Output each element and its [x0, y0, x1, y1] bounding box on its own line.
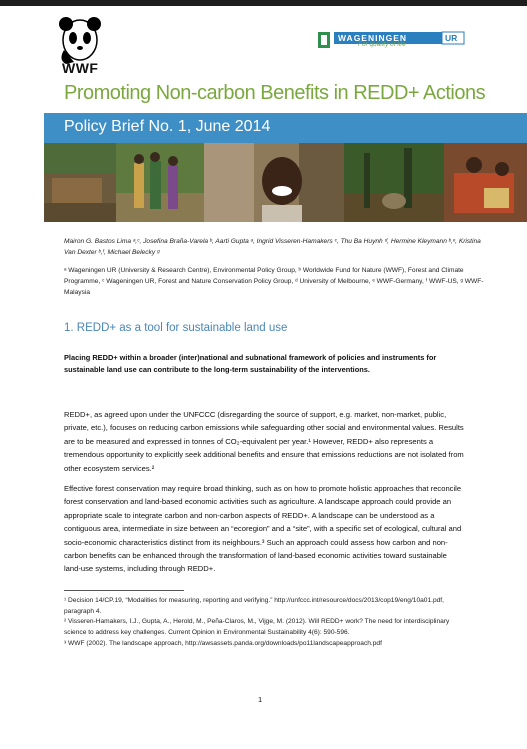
- author-list: Mairon G. Bastos Lima ᵃ,ᶜ, Josefina Braña-Varela ᵇ, Aarti Gupta ᵃ, Ingrid Visseren-Hamakers ᶜ, Thu Ba Huynh ᵈ, Hermine Kleymann ᵇ,ᵉ, Kristina Van Dexter ᵇ,ᶠ, Michael Belecky ᵍ: [64, 238, 481, 256]
- photo-village: [44, 143, 116, 222]
- svg-text:UR: UR: [445, 33, 458, 43]
- photo-strip: [44, 143, 527, 222]
- wageningen-tagline: For quality of life: [358, 41, 406, 48]
- page-number: 1: [258, 695, 263, 704]
- photo-child: [204, 143, 344, 222]
- footnote-rule: [64, 590, 184, 591]
- page-title: Promoting Non-carbon Benefits in REDD+ Actions: [64, 82, 486, 104]
- lead-paragraph: Placing REDD+ within a broader (inter)national and subnational framework of policies and instruments for sustainable land use can contribute to the long-term sustainability of the interventions.: [64, 353, 437, 374]
- policy-brief-label: Policy Brief No. 1, June 2014: [64, 118, 271, 135]
- policy-brief-banner: [44, 113, 527, 143]
- wwf-wordmark: WWF: [62, 60, 99, 76]
- photo-forest: [344, 143, 444, 222]
- photo-people: [116, 143, 204, 222]
- photo-market: [444, 143, 527, 222]
- body-paragraph-1: REDD+, as agreed upon under the UNFCCC (disregarding the source of support, e.g. market, non-market, public, private, etc.), focuses on reducing carbon emissions while safeguarding other social and environmental values. Results are to be measured and expressed in tonnes of CO₂-equivalent per year.¹ However, REDD+ also represents a tremendous opportunity to explicitly seek additional benefits and ensure that emissions reductions are not isolated from other ecosystem services.²: [64, 410, 464, 473]
- svg-text:WAGENINGEN: WAGENINGEN: [338, 33, 408, 43]
- body-paragraph-2: Effective forest conservation may require broad thinking, such as on how to promote holistic approaches that reconcile forest conservation and land-based economic activities such as agriculture. A landscape approach could provide an appropriate scale to integrate carbon and non-carbon aspects of REDD+. A landscape can be understood as a contiguous area, intermediate in size between an “ecoregion” and a “site”, with a specific set of ecological, cultural and socio-economic characteristics distinct from its neighbours.³ Such an approach could assess how carbon and non-carbon benefits can be enhanced through the transformation of land-based economic activities toward sustainable land-use systems, including through REDD+.: [64, 484, 462, 574]
- footnote-2: ² Visseren-Hamakers, I.J., Gupta, A., Herold, M., Peña-Claros, M., Vijge, M. (2012). Will REDD+ work? The need for interdisciplinary science to address key challenges. Current Opinion in Environmental Sustainability 4(6): 590-596.: [64, 618, 450, 637]
- section-heading: 1. REDD+ as a tool for sustainable land use: [64, 322, 288, 334]
- footnotes: [64, 596, 469, 650]
- footnote-3[interactable]: ³ WWF (2002). The landscape approach, http://awsassets.panda.org/downloads/po11landscapeapproach.pdf: [64, 639, 382, 647]
- footnote-1[interactable]: ¹ Decision 14/CP.19, “Modalities for measuring, reporting and verifying.” http://unfccc.int/resource/docs/2013/cop19/eng/10a01.pdf, paragraph 4.: [64, 597, 444, 615]
- affiliations: ᵃ Wageningen UR (University & Research Centre), Environmental Policy Group, ᵇ Worldwide Fund for Nature (WWF), Forest and Climate Programme, ᶜ Wageningen UR, Forest and Nature Conservation Policy Group, ᵈ University of Melbourne, ᵉ WWF-Germany, ᶠ WWF-US, ᵍ WWF-Malaysia: [64, 267, 484, 296]
- top-bar: [0, 0, 527, 6]
